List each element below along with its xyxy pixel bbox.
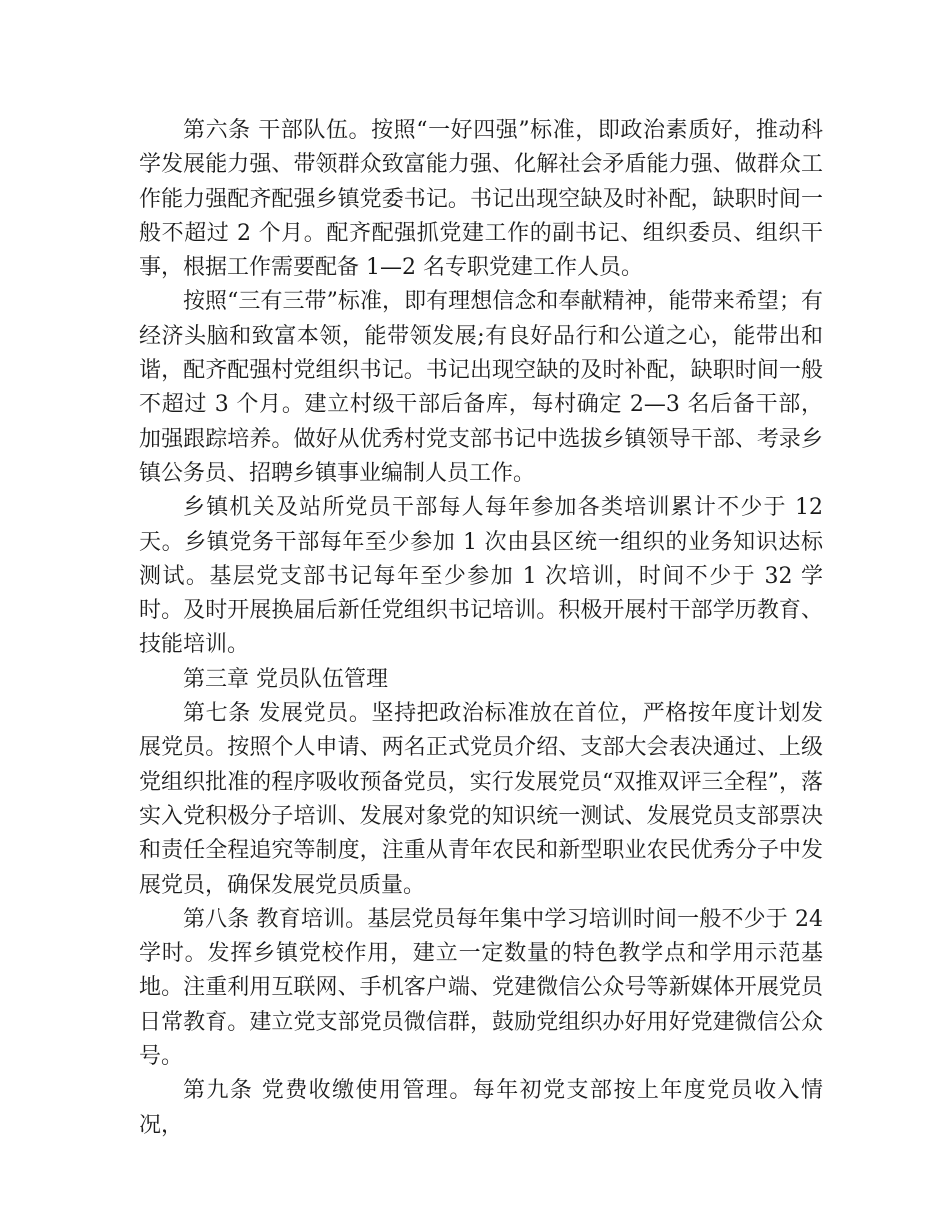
chapter-heading-party-member-management: 第三章 党员队伍管理 bbox=[183, 666, 388, 692]
paragraph-article-9-party-dues: 第九条 党费收缴使用管理。每年初党支部按上年度党员收入情况， bbox=[139, 1078, 823, 1138]
paragraph-village-party-secretary: 按照“三有三带”标准，即有理想信念和奉献精神，能带来希望；有经济头脑和致富本领，能带领发展;有良好品行和公道之心，能带出和谐，配齐配强村党组织书记。书记出现空缺的及时补配，缺职时间一般不超过 3 个月。建立村级干部后备库，每村确定 2—3 名后备干部，加强跟踪培养。做好从优秀村党支部书记中选拔乡镇领导干部、考录乡镇公务员、招聘乡镇事业编制人员工作。 bbox=[139, 289, 823, 486]
document-body bbox=[139, 114, 823, 1143]
paragraph-article-6-cadre-team: 第六条 干部队伍。按照“一好四强”标准，即政治素质好，推动科学发展能力强、带领群众致富能力强、化解社会矛盾能力强、做群众工作能力强配齐配强乡镇党委书记。书记出现空缺及时补配，缺职时间一般不超过 2 个月。配齐配强抓党建工作的副书记、组织委员、组织干事，根据工作需要配备 1—2 名专职党建工作人员。 bbox=[139, 118, 823, 281]
paragraph-training-requirements: 乡镇机关及站所党员干部每人每年参加各类培训累计不少于 12 天。乡镇党务干部每年至少参加 1 次由县区统一组织的业务知识达标测试。基层党支部书记每年至少参加 1 次培训，时间不少于 32 学时。及时开展换届后新任党组织书记培训。积极开展村干部学历教育、技能培训。 bbox=[139, 495, 823, 658]
paragraph-article-8-education-training: 第八条 教育培训。基层党员每年集中学习培训时间一般不少于 24 学时。发挥乡镇党校作用，建立一定数量的特色教学点和学用示范基地。注重利用互联网、手机客户端、党建微信公众号等新媒体开展党员日常教育。建立党支部党员微信群，鼓励党组织办好用好党建微信公众号。 bbox=[139, 906, 823, 1070]
paragraph-article-7-member-development: 第七条 发展党员。坚持把政治标准放在首位，严格按年度计划发展党员。按照个人申请、两名正式党员介绍、支部大会表决通过、上级党组织批准的程序吸收预备党员，实行发展党员“双推双评三全程”，落实入党积极分子培训、发展对象党的知识统一测试、发展党员支部票决和责任全程追究等制度，注重从青年农民和新型职业农民优秀分子中发展党员，确保发展党员质量。 bbox=[139, 701, 823, 898]
